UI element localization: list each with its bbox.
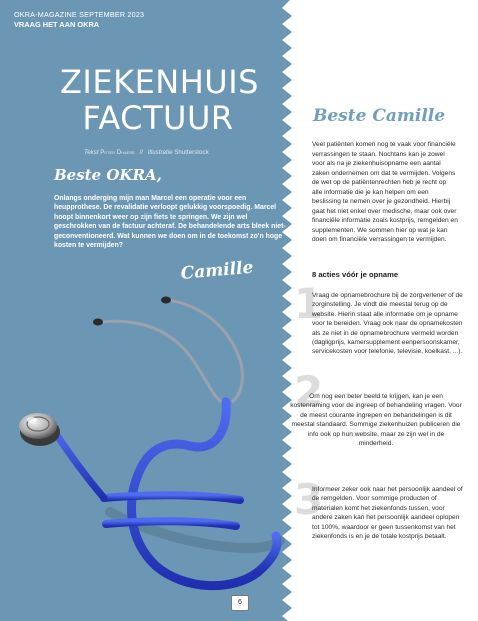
- credit-author: Peter Dhaese: [100, 149, 135, 156]
- answer-intro: Veel patiënten komen nog te vaak voor financiële verrassingen te staan. Nochtans kan je zowel voor als na je ziekenhuisopname een aantal zaken ondernemen om dat te vermijden. Volgens de wet op de patiëntenrechten heb je recht op alle informatie die je kan helpen om een beslissing te nemen over je gezondheid. Hierbij gaat het niet enkel over medische, maar ook over financiële informatie zoals kostprijs, remgelden en supplementen. We sommen hier op wat je kan doen om financiële verrassingen te vermijden.: [312, 141, 458, 244]
- credit-separator: //: [139, 149, 144, 156]
- step-number-1: 1: [294, 279, 324, 328]
- step-text-2: Om nog een beter beeld te krijgen, kan je een kostenraming voor de ingreep of behandeling vragen. Voor de meest courante ingrepen en behandelingen is dit meestal standaard. Sommige ziekenhuizen publiceren die info ook op hun website, maar ze zijn wel in de minderheid.: [290, 393, 462, 448]
- step-text-3: Informeer zeker ook naar het persoonlijk aandeel of de remgelden. Voor sommige producten of materialen komt het ziekenfonds tussen, voor andere zaken kan het persoonlijk aandeel oplopen tot 100%, waardoor er geen tussenkomst van het ziekenfonds is en je de totale kostprijs betaalt.: [312, 486, 463, 541]
- step-text-1: Vraag de opnamebrochure bij de zorgverlener of de zorginstelling. Je vindt die meestal terug op de website. Hierin staat alle informatie om je opname voor te bereiden. Vraag ook naar de opnamekosten als ze niet in de opnamebrochure vermeld worden (dagligprijs, kamersupplement eenpersoonskamer, servicekosten voor telefonie, televisie, koelkast, ...).: [312, 292, 463, 356]
- page-number: 6: [231, 595, 249, 611]
- step-number-3: 3: [294, 475, 324, 524]
- section-name: VRAAG HET AAN OKRA: [14, 20, 100, 29]
- credit-illustrator: Shutterstock: [174, 149, 209, 156]
- credit-illustration-label: Illustratie: [147, 149, 173, 156]
- magazine-issue: OKRA-MAGAZINE SEPTEMBER 2023: [14, 10, 145, 19]
- letter-signature: Camille: [180, 257, 255, 284]
- title-line-2: FACTUUR: [82, 99, 234, 137]
- letter-greeting: Beste OKRA,: [54, 166, 162, 184]
- steps-heading: 8 acties vóór je opname: [312, 270, 399, 279]
- page-header: [14, 10, 144, 29]
- step-number-2: 2: [294, 367, 324, 416]
- letter-body: Onlangs onderging mijn man Marcel een operatie voor een heupprothese. De revalidatie verloopt gelukkig voorspoedig. Marcel hoopt binnenkort weer op zijn fiets te springen. We zijn wel geschrokken van de factuur achteraf. De behandelende arts bleek niet-geconventioneerd. Wat kunnen we doen om in de toekomst zo'n hoge kosten te vermijden?: [54, 195, 286, 250]
- title-line-1: ZIEKENHUIS: [60, 63, 259, 101]
- article-title: [60, 63, 259, 137]
- answer-greeting: Beste Camille: [313, 106, 446, 126]
- credit-text-label: Tekst: [84, 149, 99, 156]
- article-credits: [84, 149, 209, 156]
